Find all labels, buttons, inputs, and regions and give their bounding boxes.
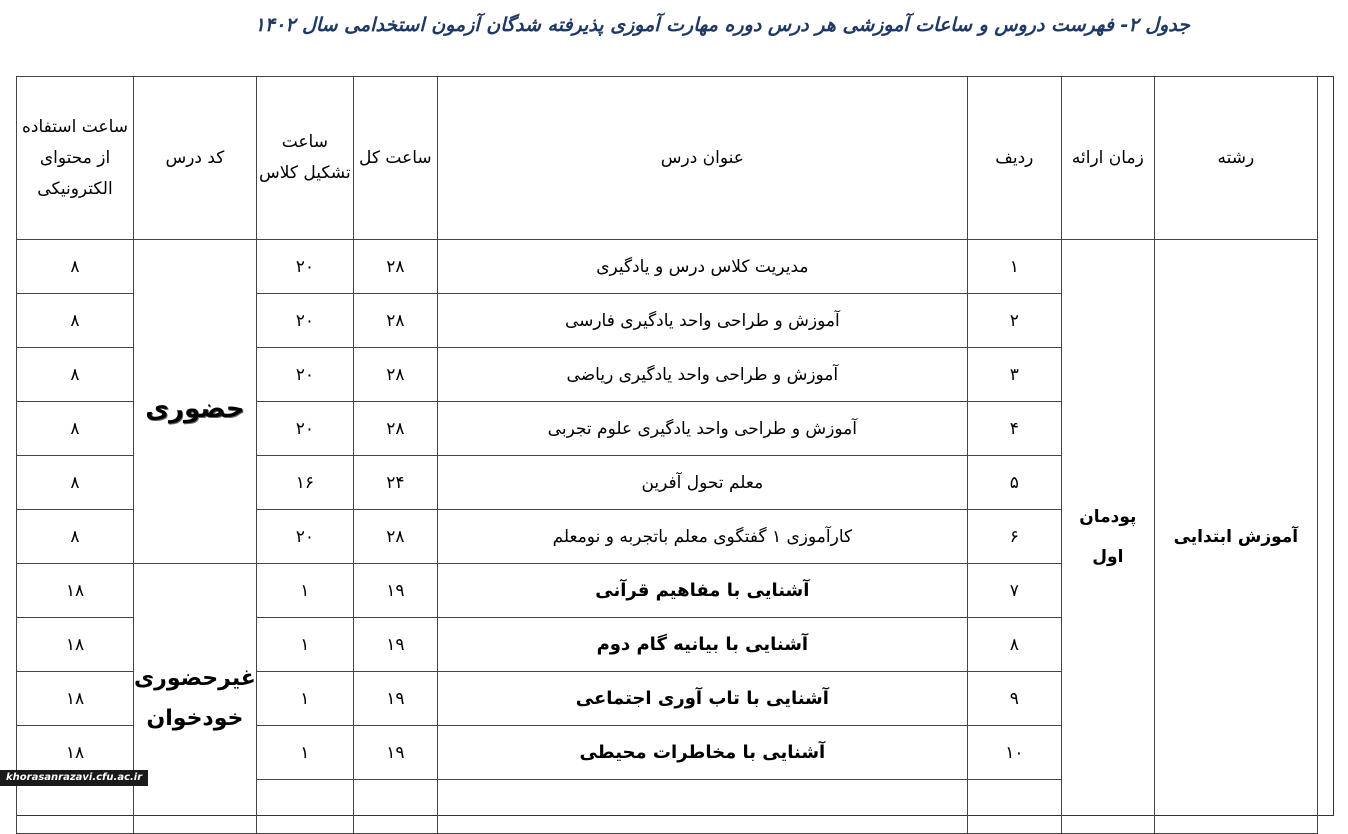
class-hours: ۲۰ — [256, 402, 353, 456]
header-class-hours: ساعت تشکیل کلاس — [256, 77, 353, 240]
course-title: مدیریت کلاس درس و یادگیری — [437, 240, 967, 294]
total-hours: ۲۸ — [353, 402, 437, 456]
header-elearning-hours: ساعت استفاده از محتوای الکترونیکی — [17, 77, 134, 240]
row-number: ۲ — [967, 294, 1061, 348]
in-person-label: حضوری — [145, 393, 245, 424]
header-course-code: کد درس — [134, 77, 257, 240]
row-number — [967, 780, 1061, 834]
row-number: ۶ — [967, 510, 1061, 564]
total-hours: ۱۹ — [353, 564, 437, 618]
field-cell: آموزش ابتدایی — [1154, 240, 1317, 834]
total-hours: ۱۹ — [353, 672, 437, 726]
row-number: ۳ — [967, 348, 1061, 402]
course-title: کارآموزی ۱ گفتگوی معلم باتجربه و نومعلم — [437, 510, 967, 564]
row-number: ۸ — [967, 618, 1061, 672]
course-title — [437, 780, 967, 834]
class-hours: ۲۰ — [256, 348, 353, 402]
elearning-hours: ۸ — [17, 402, 134, 456]
course-title: آشنایی با تاب آوری اجتماعی — [437, 672, 967, 726]
elearning-hours: ۸ — [17, 510, 134, 564]
header-course-title: عنوان درس — [437, 77, 967, 240]
row-number: ۱۰ — [967, 726, 1061, 780]
course-title: آشنایی با بیانیه گام دوم — [437, 618, 967, 672]
elearning-hours: ۸ — [17, 348, 134, 402]
elearning-hours: ۱۸ — [17, 618, 134, 672]
time-cell: پودمان اول — [1061, 240, 1154, 834]
class-hours: ۱ — [256, 672, 353, 726]
header-total-hours: ساعت کل — [353, 77, 437, 240]
total-hours: ۲۴ — [353, 456, 437, 510]
class-hours: ۱۶ — [256, 456, 353, 510]
course-code-in-person — [134, 240, 257, 564]
watermark: khorasanrazavi.cfu.ac.ir — [0, 770, 148, 786]
course-code-remote — [134, 564, 257, 834]
elearning-hours: ۸ — [17, 240, 134, 294]
class-hours: ۱ — [256, 726, 353, 780]
table-row — [17, 240, 1318, 294]
row-number: ۵ — [967, 456, 1061, 510]
class-hours — [256, 780, 353, 834]
row-number: ۱ — [967, 240, 1061, 294]
total-hours: ۲۸ — [353, 240, 437, 294]
elearning-hours: ۱۸ — [17, 726, 134, 780]
total-hours: ۲۸ — [353, 348, 437, 402]
header-field: رشته — [1154, 77, 1317, 240]
remote-label: غیرحضوری خودخوان — [133, 665, 256, 731]
row-number: ۴ — [967, 402, 1061, 456]
course-title: آشنایی با مفاهیم قرآنی — [437, 564, 967, 618]
class-hours: ۱ — [256, 564, 353, 618]
class-hours: ۲۰ — [256, 510, 353, 564]
total-hours: ۲۸ — [353, 510, 437, 564]
header-time: زمان ارائه — [1061, 77, 1154, 240]
class-hours: ۲۰ — [256, 240, 353, 294]
total-hours: ۲۸ — [353, 294, 437, 348]
row-number: ۹ — [967, 672, 1061, 726]
elearning-hours: ۸ — [17, 456, 134, 510]
course-title: معلم تحول آفرین — [437, 456, 967, 510]
header-row — [17, 77, 1318, 240]
total-hours: ۱۹ — [353, 726, 437, 780]
course-table — [16, 76, 1318, 834]
course-title: آموزش و طراحی واحد یادگیری علوم تجربی — [437, 402, 967, 456]
class-hours: ۱ — [256, 618, 353, 672]
table-caption: جدول ۲- فهرست دروس و ساعات آموزشی هر درس دوره مهارت آموزی پذیرفته شدگان آزمون استخدامی سال ۱۴۰۲ — [254, 14, 1190, 36]
total-hours: ۱۹ — [353, 618, 437, 672]
course-title: آشنایی با مخاطرات محیطی — [437, 726, 967, 780]
total-hours — [353, 780, 437, 834]
row-number: ۷ — [967, 564, 1061, 618]
elearning-hours — [17, 780, 134, 834]
course-title: آموزش و طراحی واحد یادگیری ریاضی — [437, 348, 967, 402]
elearning-hours: ۸ — [17, 294, 134, 348]
elearning-hours: ۱۸ — [17, 564, 134, 618]
elearning-hours: ۱۸ — [17, 672, 134, 726]
header-row-number: ردیف — [967, 77, 1061, 240]
course-title: آموزش و طراحی واحد یادگیری فارسی — [437, 294, 967, 348]
class-hours: ۲۰ — [256, 294, 353, 348]
